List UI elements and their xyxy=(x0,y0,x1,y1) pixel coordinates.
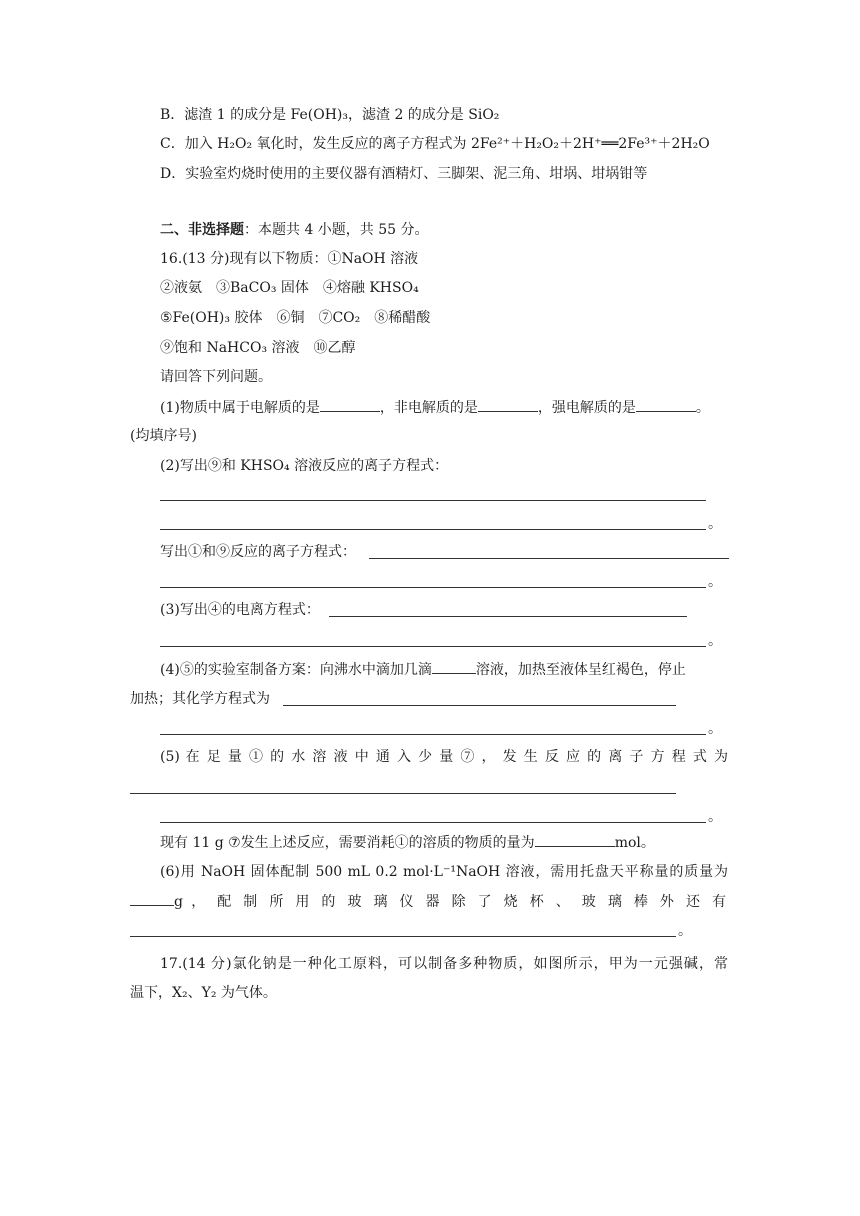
q17-stem: 17.(14 分)氯化钠是一种化工原料，可以制备多种物质，如图所示，甲为一元强碱，常 xyxy=(160,956,728,972)
option-b: B．滤渣 1 的成分是 Fe(OH)₃，滤渣 2 的成分是 SiO₂ xyxy=(160,107,500,123)
q16-part4 xyxy=(160,659,686,680)
q16-part2: (2)写出⑨和 KHSO₄ 溶液反应的离子方程式： xyxy=(160,458,449,474)
part1-text-d: 。 xyxy=(695,400,710,416)
q16-part3: (3)写出④的电离方程式： xyxy=(160,602,320,618)
answer-line-2d[interactable] xyxy=(160,587,706,588)
period: 。 xyxy=(708,721,722,737)
option-d: D．实验室灼烧时使用的主要仪器有酒精灯、三脚架、泥三角、坩埚、坩埚钳等 xyxy=(160,166,648,182)
blank-nonelectrolyte[interactable] xyxy=(478,397,538,412)
blank-mass[interactable] xyxy=(130,891,174,906)
answer-line-3a[interactable] xyxy=(329,616,687,617)
q16-part5: (5) 在 足 量 ① 的 水 溶 液 中 通 入 少 量 ⑦ ， 发 生 反 应 的 离 子 方 程 式 为 xyxy=(160,749,728,765)
answer-line-2b[interactable] xyxy=(160,529,706,530)
part5b-text-a: 现有 11 g ⑦发生上述反应，需要消耗①的溶质的物质的量为 xyxy=(160,835,535,851)
period: 。 xyxy=(708,574,722,590)
period: 。 xyxy=(708,809,722,825)
blank-strong-electrolyte[interactable] xyxy=(636,397,696,412)
answer-line-5a[interactable] xyxy=(130,793,676,794)
q17-stem-cont: 温下，X₂、Y₂ 为气体。 xyxy=(130,985,277,1001)
q16-substances-4: ⑨饱和 NaHCO₃ 溶液 ⑩乙醇 xyxy=(160,340,356,356)
period: 。 xyxy=(708,633,722,649)
option-c: C．加入 H₂O₂ 氧化时，发生反应的离子方程式为 2Fe²⁺＋H₂O₂＋2H⁺══2Fe³⁺＋2H₂O xyxy=(160,136,710,152)
q16-part6: (6)用 NaOH 固体配制 500 mL 0.2 mol·L⁻¹NaOH 溶液，需用托盘天平称量的质量为 xyxy=(160,864,728,880)
part1-text-a: (1)物质中属于电解质的是 xyxy=(160,400,320,416)
answer-line-4a[interactable] xyxy=(283,705,676,706)
answer-line-3b[interactable] xyxy=(160,646,706,647)
q16-substances-3: ⑤Fe(OH)₃ 胶体 ⑥铜 ⑦CO₂ ⑧稀醋酸 xyxy=(160,310,431,326)
q16-part4-cont: 加热；其化学方程式为 xyxy=(130,691,270,707)
blank-moles[interactable] xyxy=(535,832,615,847)
q16-part1 xyxy=(160,397,710,418)
answer-line-2c[interactable] xyxy=(369,558,729,559)
q16-stem: 16.(13 分)现有以下物质：①NaOH 溶液 xyxy=(160,251,419,267)
q16-part2b: 写出①和⑨反应的离子方程式： xyxy=(160,544,356,560)
answer-line-5b[interactable] xyxy=(160,822,706,823)
answer-line-2a[interactable] xyxy=(160,500,706,501)
q16-prompt: 请回答下列问题。 xyxy=(160,369,272,385)
q16-substances-2: ②液氨 ③BaCO₃ 固体 ④熔融 KHSO₄ xyxy=(160,280,419,296)
q16-part5b xyxy=(160,832,655,853)
answer-line-6[interactable] xyxy=(130,936,676,937)
part6b-text: g ， 配 制 所 用 的 玻 璃 仪 器 除 了 烧 杯 、 玻 璃 棒 外 还 有 xyxy=(174,894,726,910)
part4-text-a: (4)⑤的实验室制备方案：向沸水中滴加几滴 xyxy=(160,662,432,678)
period: 。 xyxy=(708,516,722,532)
answer-line-4b[interactable] xyxy=(160,734,706,735)
part1-text-b: ，非电解质的是 xyxy=(379,400,478,416)
section-desc: ：本题共 4 小题，共 55 分。 xyxy=(244,222,429,238)
part5b-text-b: mol。 xyxy=(614,835,655,851)
part4-text-b: 溶液，加热至液体呈红褐色，停止 xyxy=(475,662,686,678)
part1-text-c: ，强电解质的是 xyxy=(537,400,636,416)
section-heading xyxy=(160,220,429,240)
period: 。 xyxy=(678,923,692,939)
blank-reagent[interactable] xyxy=(432,659,476,674)
q16-part6b-line xyxy=(130,891,728,912)
q16-part1-note: (均填序号) xyxy=(130,428,197,444)
section-title: 二、非选择题 xyxy=(160,222,244,238)
blank-electrolyte[interactable] xyxy=(320,397,380,412)
